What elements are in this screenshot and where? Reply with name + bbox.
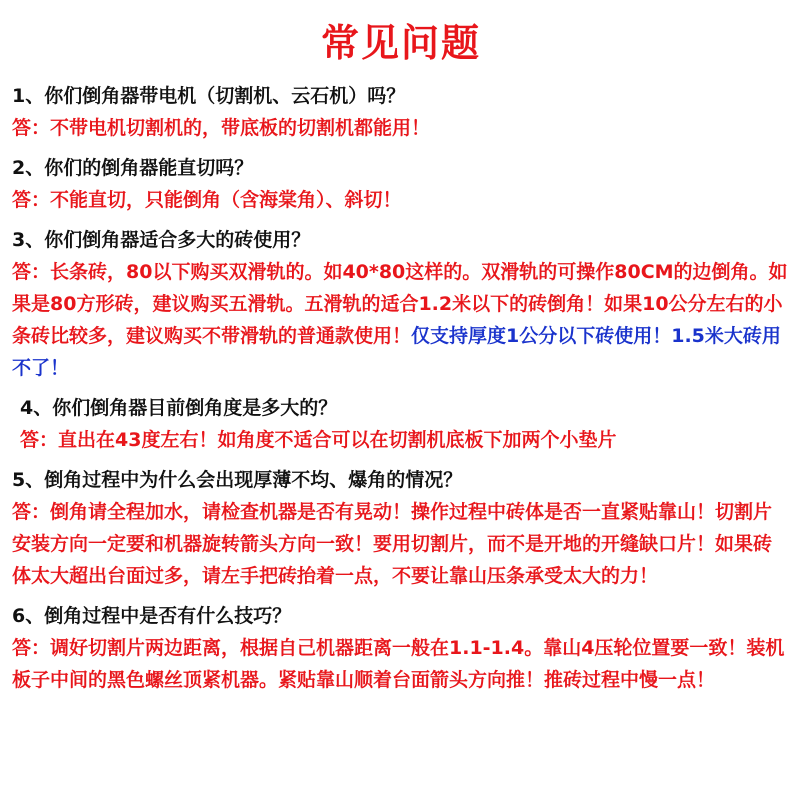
faq-answer-note: 仅支持厚度1公分以下砖使用！1.5米大砖用不了！ xyxy=(12,325,781,379)
faq-question: 1、你们倒角器带电机（切割机、云石机）吗？ xyxy=(12,85,406,107)
faq-question: 4、你们倒角器目前倒角度是多大的？ xyxy=(20,397,338,419)
page-title: 常见问题 xyxy=(320,21,481,65)
faq-answer: 答：长条砖，80以下购买双滑轨的。如40*80这样的。双滑轨的可操作80CM的边倒角。如果是80方形砖，建议购买五滑轨。五滑轨的适合1.2米以下的砖倒角！如果10公分左右的小条砖比较多，建议购买不带滑轨的普通款使用！ xyxy=(12,261,788,347)
faq-answer: 答：倒角请全程加水，请检查机器是否有晃动！操作过程中砖体是否一直紧贴靠山！切割片安装方向一定要和机器旋转箭头方向一致！要用切割片，而不是开地的开缝缺口片！如果砖体太大超出台面过多，请左手把砖抬着一点，不要让靠山压条承受太大的力！ xyxy=(12,501,773,587)
faq-answer: 答：不能直切，只能倒角（含海棠角）、斜切！ xyxy=(12,189,402,211)
faq-answer-block xyxy=(12,256,790,384)
faq-item-5 xyxy=(12,464,790,592)
faq-question: 5、倒角过程中为什么会出现厚薄不均、爆角的情况？ xyxy=(12,469,463,491)
faq-answer: 答：直出在43度左右！如角度不适合可以在切割机底板下加两个小垫片 xyxy=(20,429,617,451)
faq-question: 3、你们倒角器适合多大的砖使用？ xyxy=(12,229,311,251)
faq-item-3 xyxy=(12,224,790,384)
faq-item-4 xyxy=(12,392,790,456)
faq-question: 2、你们的倒角器能直切吗？ xyxy=(12,157,254,179)
faq-item-1 xyxy=(12,80,790,144)
faq-answer: 答：调好切割片两边距离，根据自己机器距离一般在1.1-1.4。靠山4压轮位置要一致！装机板子中间的黑色螺丝顶紧机器。紧贴靠山顺着台面箭头方向推！推砖过程中慢一点！ xyxy=(12,637,785,691)
faq-answer: 答：不带电机切割机的，带底板的切割机都能用！ xyxy=(12,117,431,139)
faq-question: 6、倒角过程中是否有什么技巧？ xyxy=(12,605,292,627)
faq-item-2 xyxy=(12,152,790,216)
faq-item-6 xyxy=(12,600,790,696)
